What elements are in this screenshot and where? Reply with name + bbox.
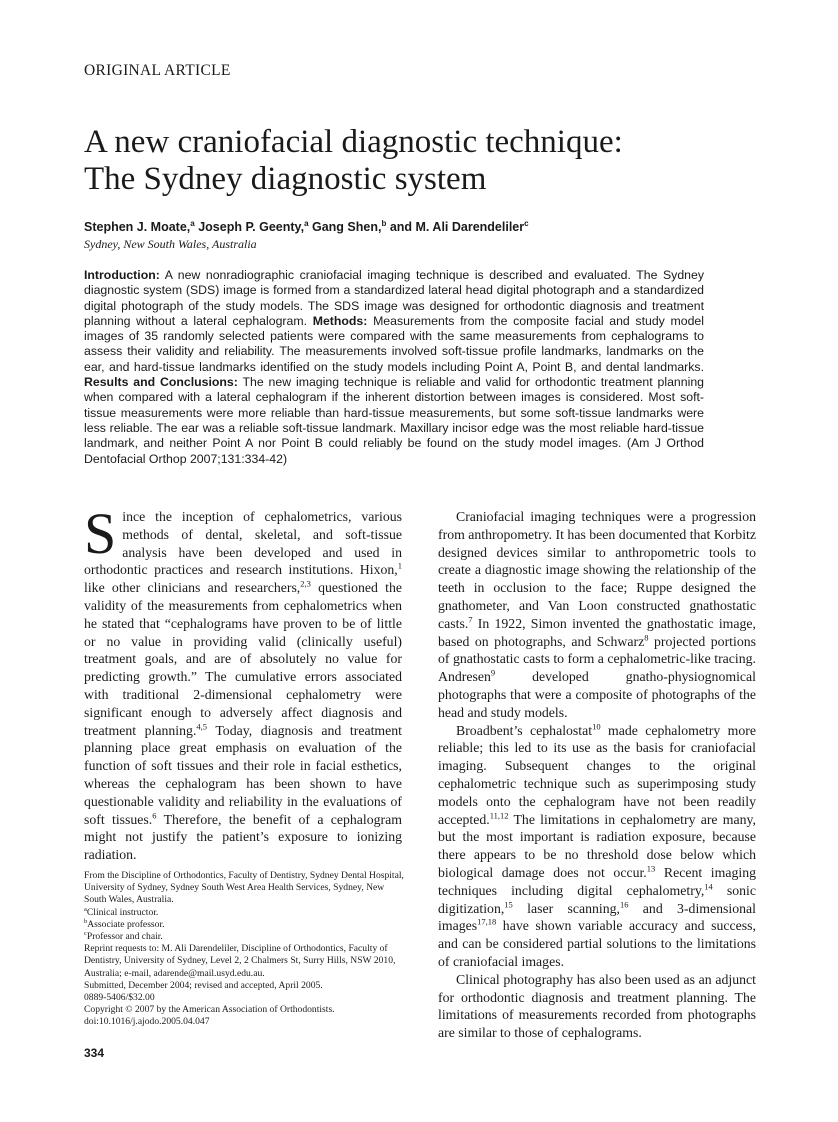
- article-title: [84, 124, 764, 198]
- reference-citation[interactable]: 10: [592, 720, 601, 731]
- intro-paragraph: [84, 501, 402, 864]
- reference-citation[interactable]: 6: [152, 809, 157, 820]
- reference-citation[interactable]: 9: [490, 667, 496, 678]
- paragraph-text: Recent imaging techniques including digital cephalometry,: [438, 864, 757, 898]
- body-column-right: [438, 508, 756, 1042]
- title-line-2: The Sydney diagnostic system: [84, 161, 487, 197]
- reference-citation[interactable]: 17,18: [477, 916, 497, 927]
- reference-citation[interactable]: 2,3: [300, 578, 311, 589]
- footnote-b: [84, 919, 406, 931]
- author-affiliation-mark: a: [304, 219, 309, 228]
- paragraph-text: Craniofacial imaging techniques were a progression from anthropometry. It has been documented that Korbitz designed devices similar to anthropometric tools to create a diagnostic image showing the relationship of the teeth in occlusion to the face; Ruppe designed the gnathometer, and Van Loon constructed gnathostatic casts.: [438, 509, 756, 631]
- footnotes: [84, 870, 406, 1029]
- author-name: Joseph P. Geenty,: [198, 220, 305, 235]
- reference-citation[interactable]: 8: [644, 631, 649, 642]
- page-number: 334: [84, 1046, 105, 1060]
- copyright-notice: Copyright © 2007 by the American Association of Orthodontists.: [84, 1004, 335, 1016]
- paragraph-text: The limitations in cephalometry are many, but the most important is radiation exposure, because there appears to be no threshold dose below which biological damage does not occur.: [438, 811, 756, 880]
- author-affiliation-mark: b: [381, 219, 387, 228]
- abstract-results-text: The new imaging technique is reliable and valid for orthodontic treatment planning when compared with a lateral cephalogram if the inherent distortion between images is considered. Most soft-tissue measurements were more reliable than hard-tissue measurements, but some soft-tissue landmarks were less reliable. The ear was a reliable soft-tissue landmark. Maxillary incisor edge was the most reliable hard-tissue landmark, and neither Point A nor Point B could reliably be found on the study model images. (Am J Orthod Dentofacial Orthop 2007;131:334-42): [84, 375, 704, 466]
- abstract-results-label: Results and Conclusions:: [84, 375, 238, 390]
- abstract-intro-text: A new nonradiographic craniofacial imaging technique is described and evaluated. The Sydney diagnostic system (SDS) image is formed from a standardized lateral head digital photograph and a standardized digital photograph of the study models. The SDS image was designed for orthodontic diagnosis and treatment planning without a lateral cephalogram.: [84, 268, 704, 328]
- reference-citation[interactable]: 1: [397, 560, 402, 571]
- paragraph-text: sonic digitization,: [438, 882, 756, 916]
- footnote-text: Associate professor.: [87, 918, 165, 930]
- abstract-methods-text: Measurements from the composite facial and study model images of 35 randomly selected patients were compared with the same measurements from cephalograms to assess their validity and reliability. The measurements involved soft-tissue profile landmarks, landmarks on the ear, and hard-tissue landmarks identified on the study models including Point A, Point B, and dental landmarks.: [84, 313, 704, 374]
- paragraph-text: questioned the validity of the measurements from cephalometrics when he stated that “cephalograms have proven to be of little or no value in providing valid (clinically useful) treatment goals, and are of absolutely no value for predicting growth.” The cumulative errors associated with traditional 2-dimensional cephalometry were significant enough to adversely affect diagnosis and treatment planning.: [84, 580, 402, 738]
- paragraph-text: like other clinicians and researchers,: [84, 580, 301, 596]
- section-label: ORIGINAL ARTICLE: [84, 62, 231, 79]
- paragraph-text: Today, diagnosis and treatment planning place great emphasis on evaluation of the function of soft tissues and their role in facial esthetics, whereas the cephalogram has been shown to have questionable validity and reliability in the evaluations of soft tissues.: [84, 722, 402, 827]
- author-name: and M. Ali Darendeliler: [389, 220, 525, 235]
- drop-cap: S: [84, 501, 117, 566]
- reference-citation[interactable]: 11,12: [489, 809, 509, 820]
- doi-link[interactable]: doi:10.1016/j.ajodo.2005.04.047: [84, 1016, 210, 1028]
- paragraph-text: Therefore, the benefit of a cephalogram might not justify the patient’s exposure to ionizing radiation.: [84, 811, 402, 863]
- affiliation-note: From the Discipline of Orthodontics, Faculty of Dentistry, Sydney Dental Hospital, University of Sydney, Sydney South West Area Health Services, Sydney, New South Wales, Australia.: [84, 870, 404, 906]
- footnote-mark: a: [84, 905, 87, 913]
- reference-citation[interactable]: 4,5: [196, 720, 208, 731]
- title-line-1: A new craniofacial diagnostic technique:: [84, 124, 623, 160]
- author-name: Gang Shen,: [312, 220, 382, 235]
- paragraph-text: ince the inception of cephalometrics, various methods of dental, skeletal, and soft-tissue analysis have been developed and used in orthodontic practices and research institutions. Hixon,: [84, 509, 402, 578]
- reference-citation[interactable]: 13: [646, 863, 656, 874]
- author-list: [84, 219, 529, 234]
- footnote-text: Clinical instructor.: [86, 906, 159, 918]
- reference-citation[interactable]: 16: [619, 898, 629, 909]
- author-affiliation-mark: c: [524, 219, 529, 228]
- footnote-mark: c: [84, 929, 87, 937]
- paragraph-text: projected portions of gnathostatic casts to form a cephalometric-like tracing. Andresen: [438, 633, 757, 685]
- body-paragraph: [438, 722, 756, 971]
- paragraph-text: In 1922, Simon invented the gnathostatic image, based on photographs, and Schwarz: [438, 615, 756, 649]
- reference-citation[interactable]: 14: [704, 881, 713, 892]
- author-location: Sydney, New South Wales, Australia: [84, 237, 257, 251]
- body-paragraph: [438, 508, 756, 722]
- footnote-a: [84, 907, 406, 919]
- body-column-left: [84, 501, 402, 864]
- paragraph-text: developed gnatho-physiognomical photographs that were a composite of photographs of the head and study models.: [438, 669, 756, 720]
- paragraph-text: laser scanning,: [512, 900, 620, 916]
- footnote-mark: b: [84, 917, 88, 925]
- paragraph-text: have shown variable accuracy and success, and can be considered partial solutions to the limitations of craniofacial images.: [438, 918, 756, 969]
- reference-citation[interactable]: 7: [468, 614, 473, 625]
- author-name: Stephen J. Moate,: [84, 220, 191, 235]
- paragraph-text: Broadbent’s cephalostat: [456, 722, 593, 738]
- body-paragraph: Clinical photography has also been used as an adjunct for orthodontic diagnosis and treatment planning. The limitations of measurements recorded from photographs are similar to those of cephalograms.: [438, 971, 756, 1041]
- abstract-intro-label: Introduction:: [84, 268, 160, 282]
- reference-citation[interactable]: 15: [504, 898, 513, 909]
- abstract-methods-label: Methods:: [312, 313, 368, 328]
- reprint-request: Reprint requests to: M. Ali Darendeliler, Discipline of Orthodontics, Faculty of Dentistry, University of Sydney, Level 2, 2 Chalmers St, Surry Hills, NSW 2010, Australia; e-mail, adarende@mail.usyd.edu.au.: [84, 943, 396, 979]
- abstract: [84, 268, 704, 467]
- paragraph-text: and 3-dimensional images: [438, 900, 756, 934]
- author-affiliation-mark: a: [190, 219, 195, 228]
- paragraph-text: made cephalometry more reliable; this led to its use as the basis for craniofacial imaging. Subsequent changes to the original cephalometric technique such as superimposing study models onto the cephalogram have not been readily accepted.: [438, 722, 757, 827]
- footnote-c: [84, 931, 406, 943]
- issn-price: 0889-5406/$32.00: [84, 992, 155, 1004]
- footnote-text: Professor and chair.: [86, 931, 163, 943]
- submission-dates: Submitted, December 2004; revised and accepted, April 2005.: [84, 979, 323, 991]
